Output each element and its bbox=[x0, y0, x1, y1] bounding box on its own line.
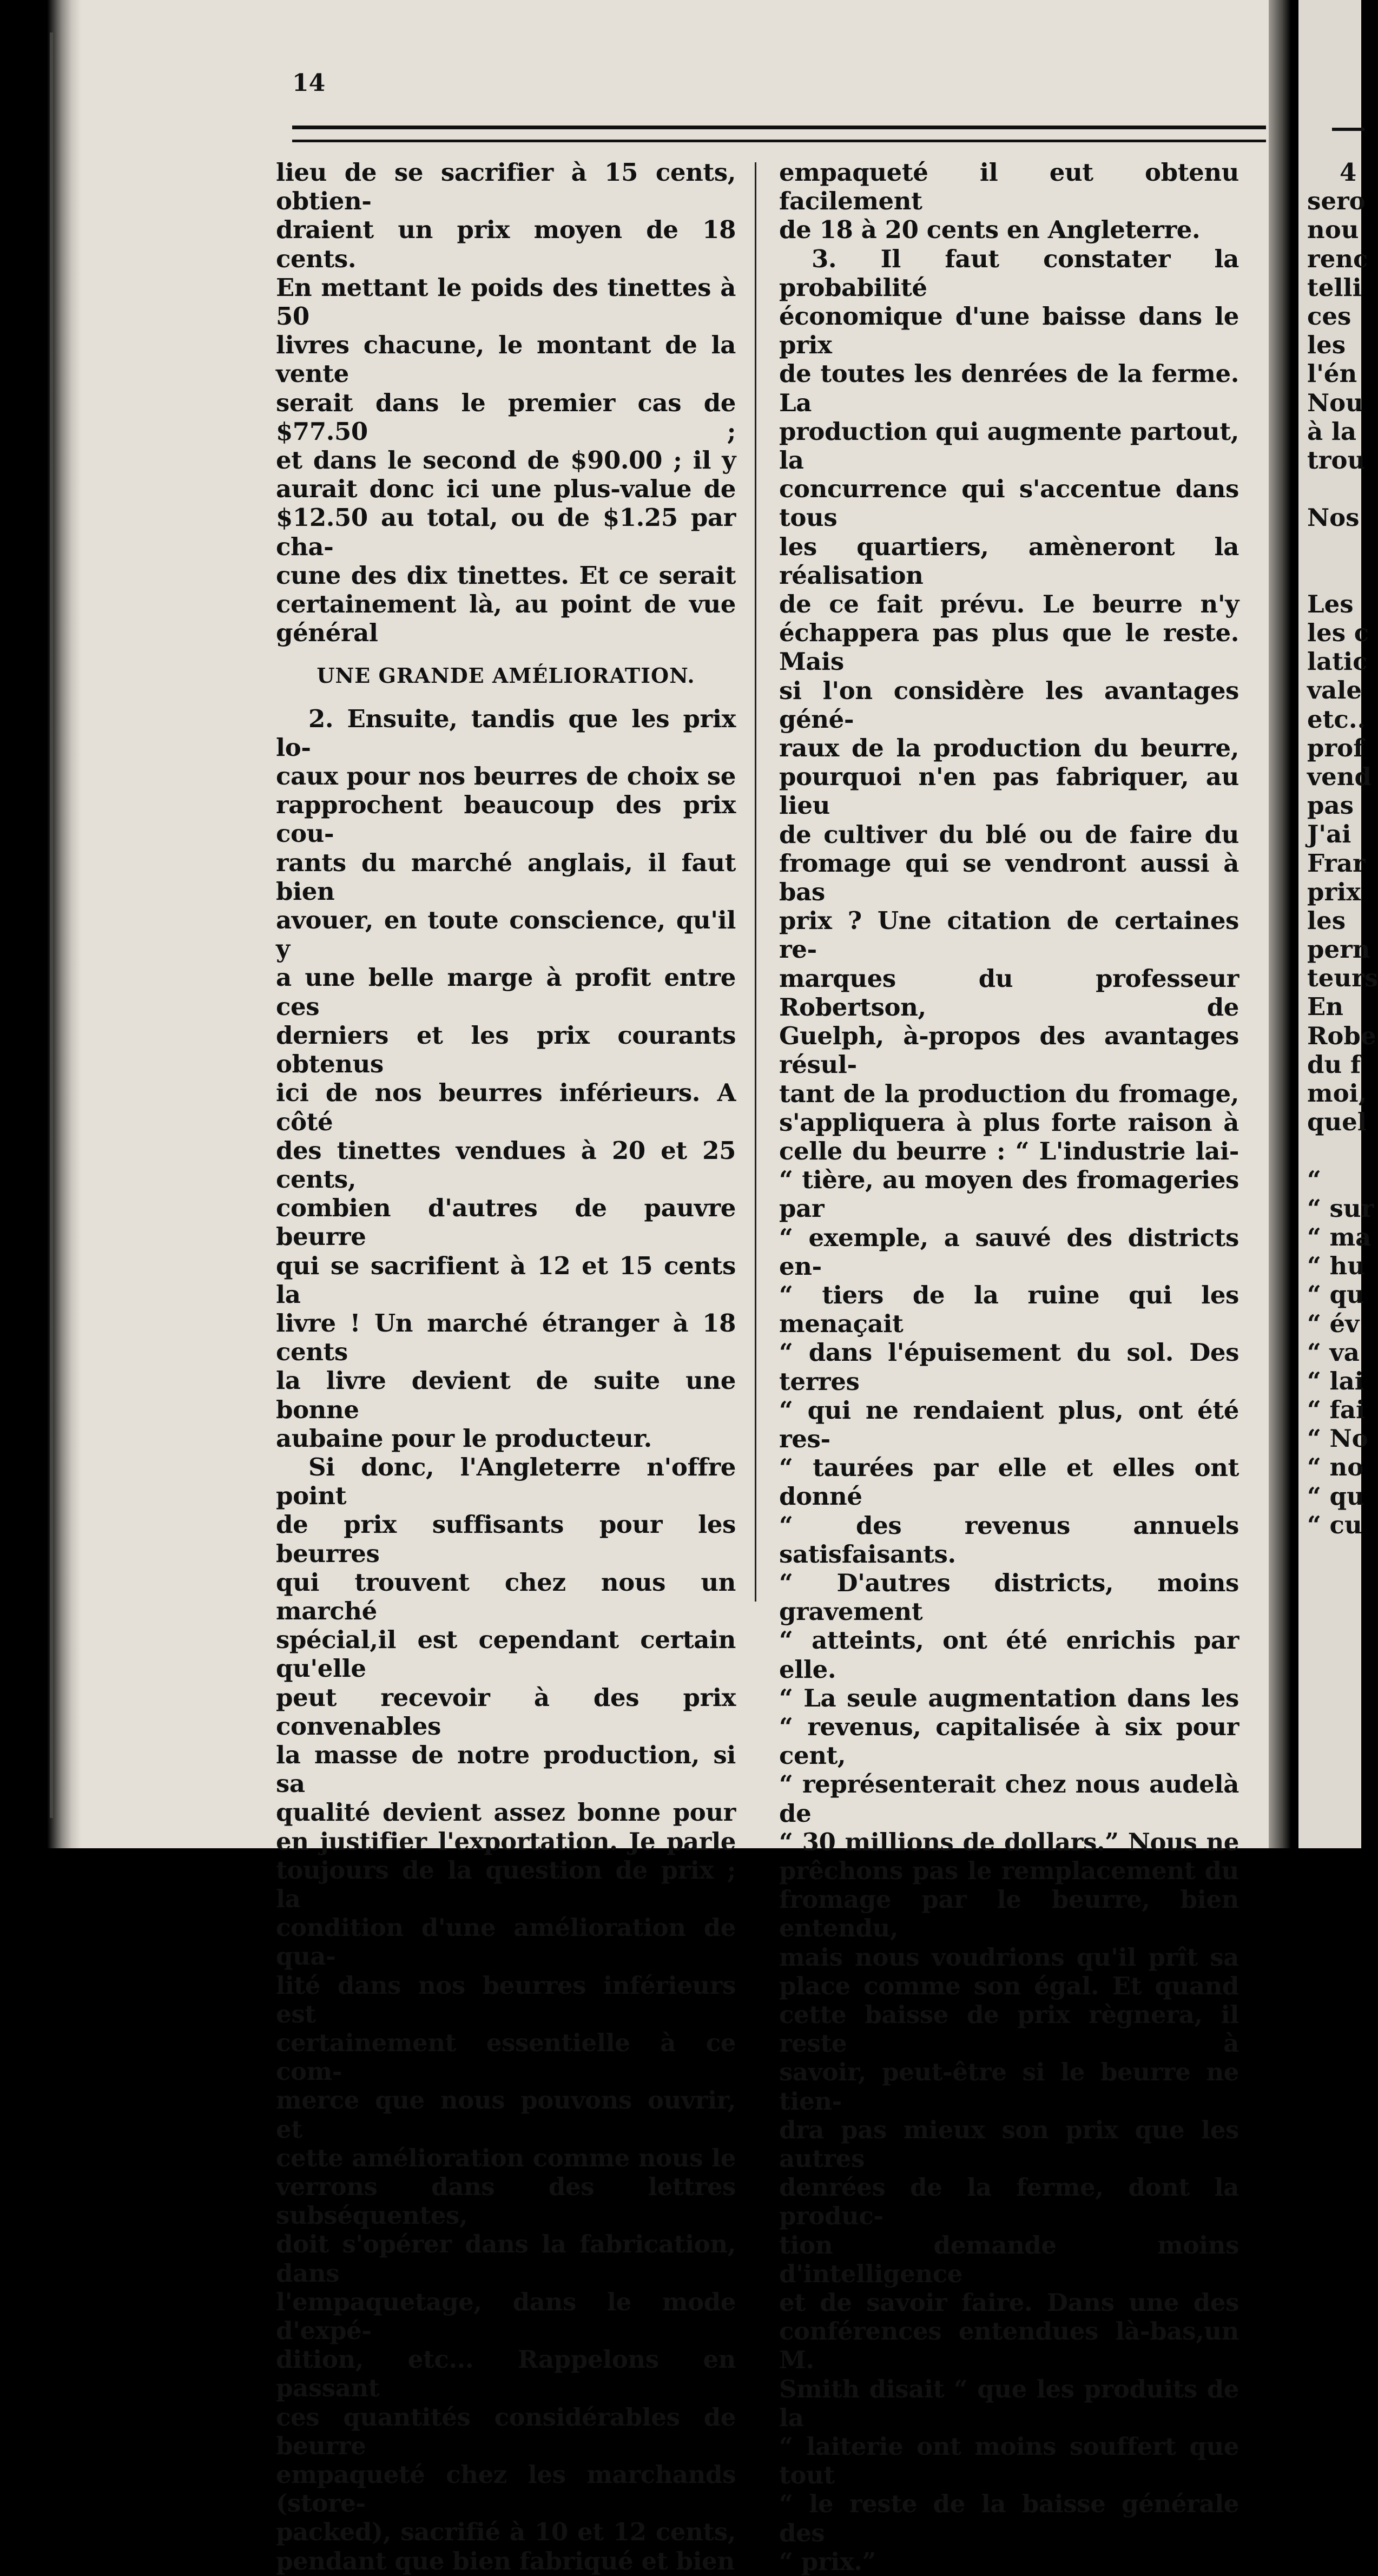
facing-page-line: Frar bbox=[1307, 848, 1366, 878]
text-line: prix ? Une citation de certaines re- bbox=[779, 906, 1239, 964]
text-line: certainement essentielle à ce com- bbox=[276, 2028, 736, 2086]
facing-page-line bbox=[1307, 475, 1378, 503]
text-line: de ce fait prévu. Le beurre n'y bbox=[779, 590, 1239, 619]
text-line: doit s'opérer dans la fabrication, dans bbox=[276, 2230, 736, 2288]
header-rule-bottom bbox=[292, 140, 1266, 142]
text-line: livres chacune, le montant de la vente bbox=[276, 331, 736, 388]
text-line: “ revenus, capitalisée à six pour cent, bbox=[779, 1712, 1239, 1770]
facing-page-line: “ bbox=[1307, 1165, 1321, 1194]
text-line: production qui augmente partout, la bbox=[779, 417, 1239, 475]
column-divider bbox=[755, 162, 756, 1602]
text-line: merce que nous pouvons ouvrir, et bbox=[276, 2086, 736, 2144]
text-line: “ taurées par elle et elles ont donné bbox=[779, 1453, 1239, 1511]
text-line: qui se sacrifient à 12 et 15 cents la bbox=[276, 1251, 736, 1309]
text-line: de cultiver du blé ou de faire du bbox=[779, 820, 1239, 849]
text-line: de prix suffisants pour les beurres bbox=[276, 1510, 736, 1568]
facing-page-line: renc bbox=[1307, 244, 1368, 273]
facing-page-line: 4 bbox=[1340, 158, 1357, 187]
facing-page-lines bbox=[1307, 158, 1378, 1539]
facing-page-line: “ qu bbox=[1307, 1481, 1364, 1511]
text-line: général bbox=[276, 618, 378, 648]
text-line: “ atteints, ont été enrichis par elle. bbox=[779, 1626, 1239, 1684]
facing-page-line: En bbox=[1307, 992, 1344, 1022]
facing-page-line: “ fai bbox=[1307, 1395, 1366, 1425]
text-line: derniers et les prix courants obtenus bbox=[276, 1020, 736, 1079]
text-line: livre ! Un marché étranger à 18 cents bbox=[276, 1308, 736, 1367]
text-line: packed), sacrifié à 10 et 12 cents, bbox=[276, 2518, 736, 2547]
facing-page-line: prix bbox=[1307, 877, 1361, 906]
facing-page-fragment bbox=[1298, 0, 1378, 1848]
text-line: lieu de se sacrifier à 15 cents, obtien- bbox=[276, 158, 736, 216]
text-line: économique d'une baisse dans le prix bbox=[779, 302, 1239, 360]
text-line: En mettant le poids des tinettes à 50 bbox=[276, 273, 736, 331]
text-line: certainement là, au point de vue bbox=[276, 590, 736, 619]
text-line: fromage qui se vendront aussi à bas bbox=[779, 848, 1239, 907]
text-line: la livre devient de suite une bonne bbox=[276, 1366, 736, 1424]
text-line: et dans le second de $90.00 ; il y bbox=[276, 446, 736, 475]
text-line: ici de nos beurres inférieurs. A côté bbox=[276, 1078, 736, 1136]
text-line: 3. Il faut constater la probabilité bbox=[779, 244, 1239, 302]
text-line: avouer, en toute conscience, qu'il y bbox=[276, 906, 736, 964]
text-line: échappera pas plus que le reste. Mais bbox=[779, 618, 1239, 676]
facing-page-line: “ sur bbox=[1307, 1194, 1374, 1223]
facing-page-line: pas bbox=[1307, 791, 1354, 820]
facing-page-line: trou bbox=[1307, 445, 1366, 475]
text-line: savoir, peut-être si le beurre ne tien- bbox=[779, 2058, 1239, 2116]
facing-page-line: Robe bbox=[1307, 1021, 1376, 1050]
facing-page-line: “ va bbox=[1307, 1338, 1360, 1367]
facing-page-line: moi, bbox=[1307, 1079, 1367, 1108]
text-line: serait dans le premier cas de $77.50 ; bbox=[276, 388, 736, 446]
page-number: 14 bbox=[292, 69, 326, 97]
text-line: combien d'autres de pauvre beurre bbox=[276, 1194, 736, 1251]
gutter-shadow bbox=[1269, 0, 1291, 1848]
text-line: “ représenterait chez nous audelà de bbox=[779, 1770, 1239, 1828]
facing-page-line: “ qu bbox=[1307, 1280, 1364, 1309]
text-line: marques du professeur Robertson, de bbox=[779, 964, 1239, 1022]
facing-page-line: nou bbox=[1307, 215, 1359, 245]
facing-page-line: “ év bbox=[1307, 1309, 1360, 1338]
text-line: empaqueté chez les marchands (store- bbox=[276, 2460, 736, 2518]
text-line: “ tiers de la ruine qui les menaçait bbox=[779, 1280, 1239, 1339]
text-line: tant de la production du fromage, bbox=[779, 1079, 1239, 1108]
left-column bbox=[276, 158, 736, 2575]
text-line: “ dans l'épuisement du sol. Des terres bbox=[779, 1338, 1239, 1396]
text-line: rants du marché anglais, il faut bien bbox=[276, 848, 736, 906]
facing-page-line: “ lai bbox=[1307, 1366, 1364, 1395]
text-line: ces quantités considérables de beurre bbox=[276, 2402, 736, 2460]
text-line: s'appliquera à plus forte raison à bbox=[779, 1108, 1239, 1137]
text-line: “ qui ne rendaient plus, ont été res- bbox=[779, 1395, 1239, 1453]
left-column-text-after-heading bbox=[276, 704, 736, 2575]
text-line: si l'on considère les avantages géné- bbox=[779, 676, 1239, 734]
text-line: “ exemple, a sauvé des districts en- bbox=[779, 1223, 1239, 1281]
facing-page-line: pern bbox=[1307, 935, 1370, 964]
right-column bbox=[779, 158, 1239, 2576]
facing-page-line: etc.. bbox=[1307, 704, 1366, 734]
text-line: conférences entendues là-bas,un M. bbox=[779, 2317, 1239, 2375]
text-line: “ D'autres districts, moins gravement bbox=[779, 1568, 1239, 1626]
facing-page-line: “ no bbox=[1307, 1453, 1364, 1482]
facing-page-line: ces bbox=[1307, 301, 1351, 331]
text-line: pendant que bien fabriqué et bien bbox=[276, 2546, 735, 2575]
text-line: mais nous voudrions qu'il prît sa bbox=[779, 1942, 1239, 1972]
text-line: a une belle marge à profit entre ces bbox=[276, 963, 736, 1021]
page-binding-edge bbox=[0, 0, 81, 1848]
text-line: prêchons pas le remplacement du bbox=[779, 1856, 1239, 1885]
facing-page-line: les c bbox=[1307, 618, 1369, 647]
facing-page-line: vend bbox=[1307, 762, 1372, 791]
facing-page-line: du f bbox=[1307, 1050, 1361, 1079]
facing-page-line: les bbox=[1307, 331, 1346, 360]
facing-page-line: les bbox=[1307, 906, 1346, 935]
left-column-text-before-heading bbox=[276, 158, 736, 647]
text-line: de toutes les denrées de la ferme. La bbox=[779, 359, 1239, 417]
facing-page-line: l'én bbox=[1307, 359, 1357, 388]
facing-page-rule bbox=[1332, 128, 1364, 131]
text-line: “ prix.” bbox=[779, 2547, 876, 2576]
text-line: celle du beurre : “ L'industrie lai- bbox=[779, 1136, 1239, 1165]
section-heading: UNE GRANDE AMÉLIORATION. bbox=[317, 663, 695, 688]
facing-page-line: telli bbox=[1307, 273, 1362, 302]
text-line: pourquoi n'en pas fabriquer, au lieu bbox=[779, 762, 1239, 820]
facing-page-line: Nou bbox=[1307, 388, 1363, 417]
facing-page-line: vale bbox=[1307, 676, 1362, 705]
text-line: concurrence qui s'accentue dans tous bbox=[779, 475, 1239, 532]
text-line: et de savoir faire. Dans une des bbox=[779, 2288, 1239, 2317]
facing-page-line: “ ma bbox=[1307, 1222, 1372, 1251]
text-line: en justifier l'exportation. Je parle bbox=[276, 1827, 736, 1856]
text-line: cette amélioration comme nous le bbox=[276, 2143, 736, 2172]
text-line: Si donc, l'Angleterre n'offre point bbox=[276, 1452, 736, 1511]
text-line: dra pas mieux son prix que les autres bbox=[779, 2115, 1239, 2173]
text-line: 2. Ensuite, tandis que les prix lo- bbox=[276, 704, 736, 762]
text-line: empaqueté il eut obtenu facilement bbox=[779, 158, 1239, 216]
facing-page-line: sero bbox=[1307, 187, 1366, 216]
facing-page-line: quel bbox=[1307, 1108, 1367, 1137]
facing-page-line: “ No bbox=[1307, 1424, 1368, 1453]
text-line: dition, etc... Rappelons en passant bbox=[276, 2345, 736, 2403]
text-line: fromage par le beurre, bien entendu, bbox=[779, 1885, 1239, 1943]
text-line: “ le reste de la baisse générale des bbox=[779, 2489, 1239, 2547]
facing-page-line: “ cu bbox=[1307, 1510, 1362, 1539]
facing-page-line: teurs bbox=[1307, 964, 1378, 993]
facing-page-line: Nos bbox=[1307, 503, 1360, 532]
right-column-text bbox=[779, 158, 1239, 2576]
text-line: cune des dix tinettes. Et ce serait bbox=[276, 561, 736, 590]
text-line: spécial,il est cependant certain qu'elle bbox=[276, 1625, 736, 1683]
text-line: aubaine pour le producteur. bbox=[276, 1424, 652, 1453]
text-line: rapprochent beaucoup des prix cou- bbox=[276, 790, 736, 848]
text-line: raux de la production du beurre, bbox=[779, 734, 1239, 763]
text-line: Guelph, à-propos des avantages résul- bbox=[779, 1022, 1239, 1079]
facing-page-line: J'ai bbox=[1307, 820, 1351, 849]
text-line: “ 30 millions de dollars.” Nous ne bbox=[779, 1827, 1239, 1856]
text-line: la masse de notre production, si sa bbox=[276, 1740, 736, 1798]
facing-page-line bbox=[1307, 532, 1378, 561]
text-line: draient un prix moyen de 18 cents. bbox=[276, 215, 736, 273]
text-line: “ tière, au moyen des fromageries par bbox=[779, 1165, 1239, 1223]
text-line: des tinettes vendues à 20 et 25 cents, bbox=[276, 1136, 736, 1194]
text-line: qualité devient assez bonne pour bbox=[276, 1798, 736, 1827]
text-line: “ laiterie ont moins souffert que tout bbox=[779, 2432, 1239, 2490]
text-line: caux pour nos beurres de choix se bbox=[276, 762, 736, 791]
facing-page-line bbox=[1307, 561, 1378, 590]
facing-page-line bbox=[1307, 1136, 1378, 1165]
text-line: Smith disait “ que les produits de la bbox=[779, 2374, 1239, 2432]
text-line: place comme son égal. Et quand bbox=[779, 1971, 1239, 2000]
text-line: de 18 à 20 cents en Angleterre. bbox=[779, 215, 1201, 245]
facing-page-line: prof bbox=[1307, 733, 1364, 762]
text-line: denrées de la ferme, dont la produc- bbox=[779, 2173, 1239, 2231]
text-line: “ des revenus annuels satisfaisants. bbox=[779, 1511, 1239, 1569]
header-rule-top bbox=[292, 126, 1266, 129]
text-line: cette baisse de prix règnera, il reste à bbox=[779, 2000, 1239, 2058]
text-line: toujours de la question de prix ; la bbox=[276, 1855, 736, 1913]
text-line: les quartiers, amèneront la réalisation bbox=[779, 532, 1239, 590]
text-line: tion demande moins d'intelligence bbox=[779, 2230, 1239, 2288]
facing-page-line: Les bbox=[1307, 589, 1354, 618]
facing-page-line: “ hu bbox=[1307, 1251, 1365, 1281]
text-line: qui trouvent chez nous un marché bbox=[276, 1567, 736, 1625]
facing-page-line: à la bbox=[1307, 417, 1357, 446]
text-line: condition d'une amélioration de qua- bbox=[276, 1913, 736, 1971]
facing-page-line: latic bbox=[1307, 647, 1368, 676]
text-line: aurait donc ici une plus-value de bbox=[276, 475, 736, 504]
text-line: lité dans nos beurres inférieurs est bbox=[276, 1971, 736, 2028]
text-line: $12.50 au total, ou de $1.25 par cha- bbox=[276, 503, 736, 561]
text-line: verrons dans des lettres subséquentes, bbox=[276, 2172, 736, 2230]
text-line: “ La seule augmentation dans les bbox=[779, 1683, 1239, 1712]
text-line: peut recevoir à des prix convenables bbox=[276, 1683, 736, 1741]
text-line: l'empaquetage, dans le mode d'expé- bbox=[276, 2287, 736, 2346]
